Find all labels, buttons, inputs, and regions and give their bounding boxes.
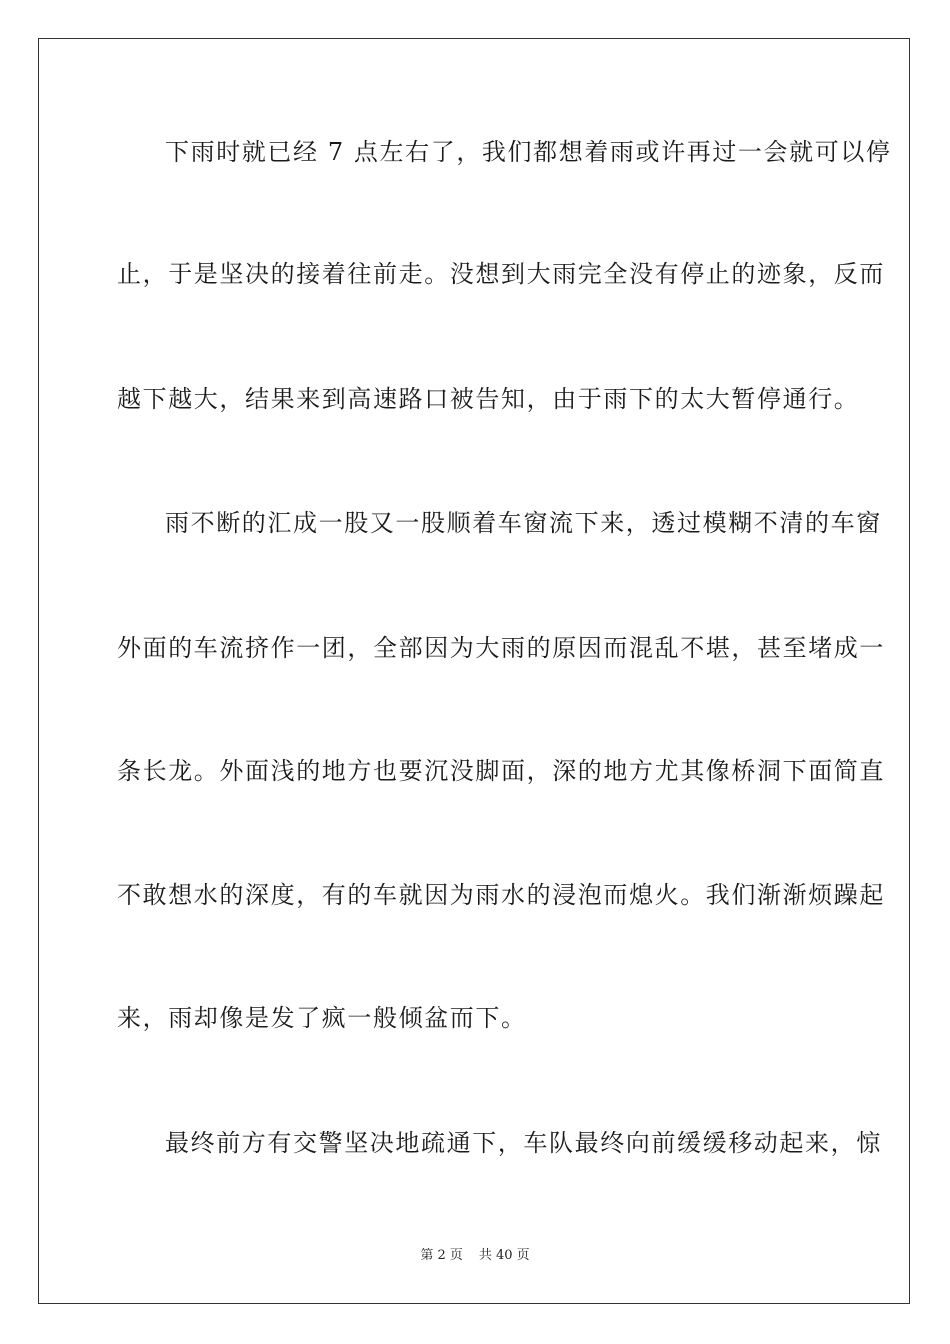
text-line: 条长龙。外面浅的地方也要沉没脚面，深的地方尤其像桥洞下面简直: [117, 757, 885, 785]
text-line: 越下越大，结果来到高速路口被告知，由于雨下的太大暂停通行。: [117, 385, 860, 413]
page-border: [38, 38, 910, 1304]
text-line: 外面的车流挤作一团，全部因为大雨的原因而混乱不堪，甚至堵成一: [117, 634, 885, 662]
text-line: 不敢想水的深度，有的车就因为雨水的浸泡而熄火。我们渐渐烦躁起: [117, 881, 885, 909]
text-line: 下雨时就已经 7 点左右了，我们都想着雨或许再过一会就可以停: [165, 138, 892, 166]
text-line: 止，于是坚决的接着往前走。没想到大雨完全没有停止的迹象，反而: [117, 260, 885, 288]
page-total: 共 40 页: [478, 1248, 530, 1263]
page-footer: [0, 1248, 950, 1264]
text-line: 最终前方有交警坚决地疏通下，车队最终向前缓缓移动起来，惊: [165, 1129, 882, 1157]
text-line: 来，雨却像是发了疯一般倾盆而下。: [117, 1004, 527, 1032]
text-line: 雨不断的汇成一股又一股顺着车窗流下来，透过模糊不清的车窗: [165, 509, 882, 537]
page-number: 第 2 页: [420, 1248, 463, 1263]
